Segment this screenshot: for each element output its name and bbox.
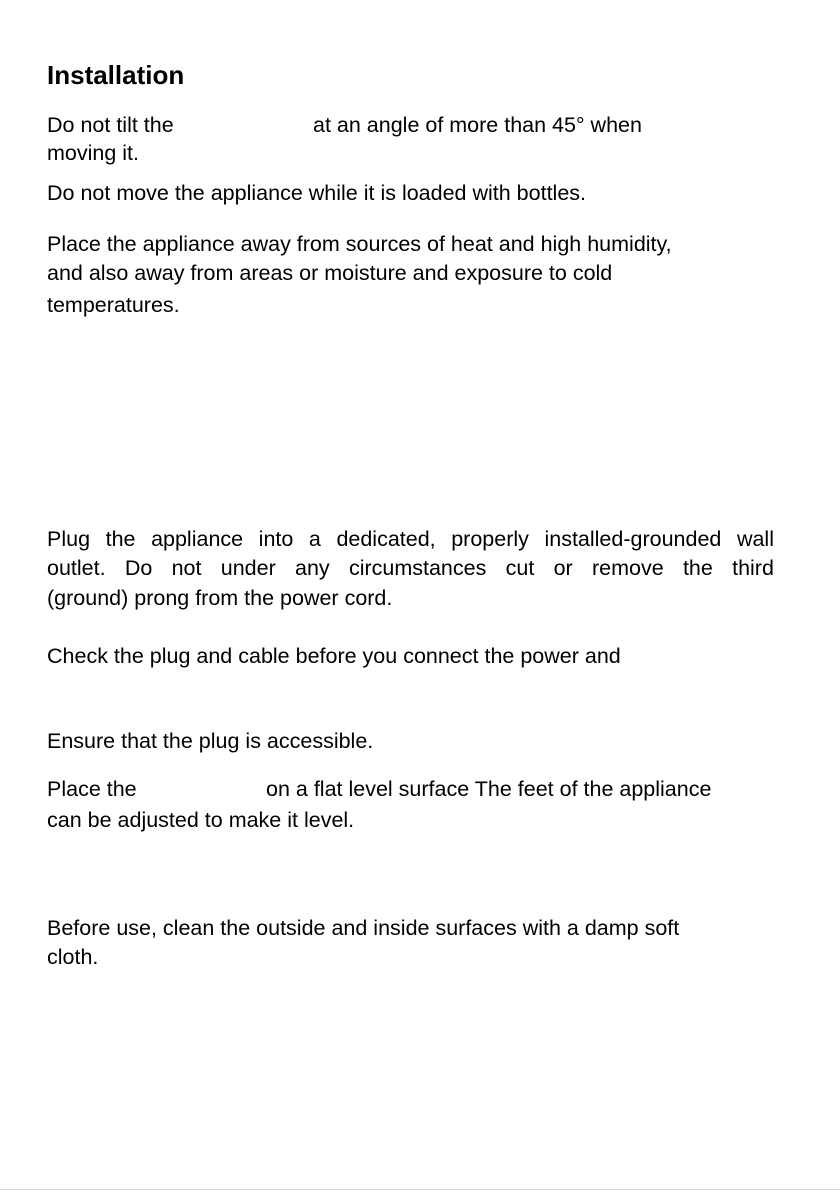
- paragraph-level-line1-end: on a flat level surface The feet of the appliance: [266, 777, 712, 801]
- paragraph-placement-line2: and also away from areas or moisture and exposure to cold: [47, 261, 613, 285]
- paragraph-move-loaded: Do not move the appliance while it is loaded with bottles.: [47, 181, 587, 205]
- word: wall: [736, 527, 774, 551]
- word: not: [171, 556, 202, 580]
- paragraph-check-plug: Check the plug and cable before you connect the power and: [47, 644, 621, 668]
- paragraph-tilt-line1-end: at an angle of more than 45° when: [313, 113, 642, 137]
- word: any: [295, 556, 330, 580]
- page-title: Installation: [47, 60, 185, 90]
- word: Plug: [47, 527, 91, 551]
- word: or: [553, 556, 573, 580]
- word: cut: [505, 556, 535, 580]
- word: dedicated,: [336, 527, 436, 551]
- word: properly: [451, 527, 529, 551]
- word: a: [308, 527, 321, 551]
- paragraph-level-line1-start: Place the: [47, 777, 137, 801]
- word: installed-grounded: [544, 527, 722, 551]
- paragraph-tilt-line2: moving it.: [47, 141, 140, 165]
- paragraph-plug-line1: [47, 524, 774, 554]
- word: into: [258, 527, 294, 551]
- word: appliance: [151, 527, 244, 551]
- paragraph-placement-line1: Place the appliance away from sources of heat and high humidity,: [47, 232, 672, 256]
- paragraph-level-line2: can be adjusted to make it level.: [47, 808, 355, 832]
- word: outlet.: [47, 556, 106, 580]
- paragraph-clean-line2: cloth.: [47, 945, 99, 969]
- paragraph-plug-accessible: Ensure that the plug is accessible.: [47, 729, 374, 753]
- word: circumstances: [348, 556, 487, 580]
- paragraph-plug-line3: (ground) prong from the power cord.: [47, 586, 393, 610]
- word: Do: [124, 556, 153, 580]
- paragraph-clean-line1: Before use, clean the outside and inside surfaces with a damp soft: [47, 916, 680, 940]
- word: third: [732, 556, 774, 580]
- word: the: [682, 556, 713, 580]
- word: the: [105, 527, 136, 551]
- word: remove: [591, 556, 664, 580]
- paragraph-plug-line2: [47, 553, 774, 583]
- page-bottom-edge: [0, 1189, 840, 1193]
- paragraph-tilt-line1-start: Do not tilt the: [47, 113, 174, 137]
- paragraph-placement-line3: temperatures.: [47, 293, 180, 317]
- word: under: [220, 556, 276, 580]
